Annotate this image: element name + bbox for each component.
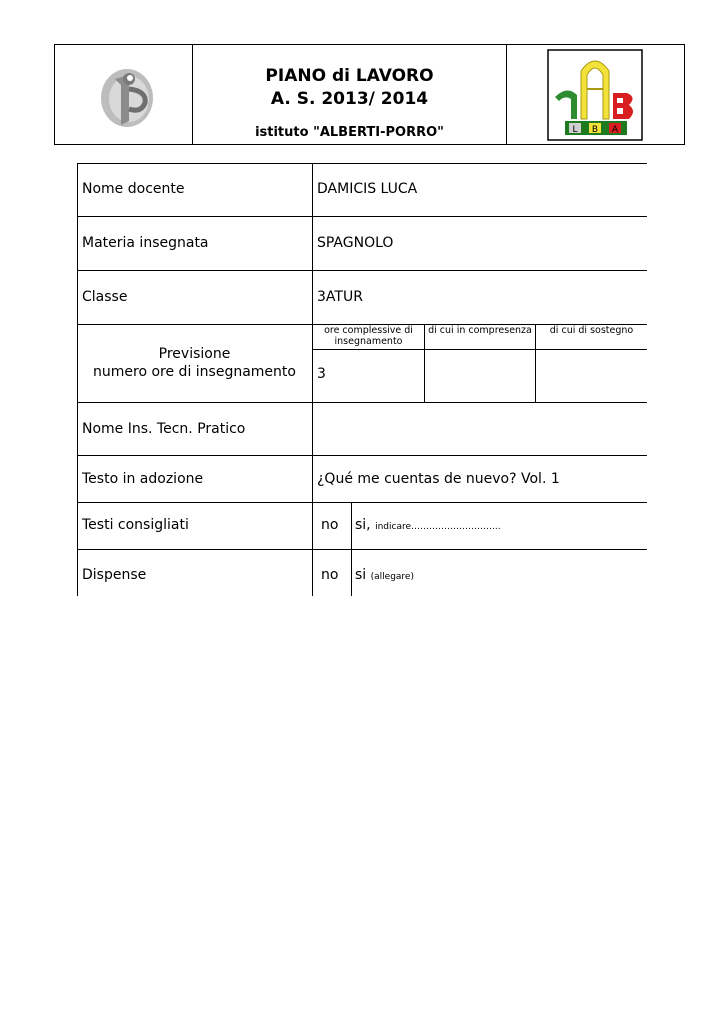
row-divider	[77, 502, 647, 503]
row-divider	[77, 549, 647, 550]
document-header	[54, 44, 685, 145]
recommended-no-option[interactable]: no	[321, 517, 339, 533]
hours-total-value: 3	[317, 366, 326, 382]
header-left-cell	[55, 45, 193, 144]
school-name: istituto "ALBERTI-PORRO"	[255, 125, 444, 140]
row-divider	[77, 455, 647, 456]
class-value: 3ATUR	[317, 289, 363, 305]
teacher-value: DAMICIS LUCA	[317, 181, 418, 197]
subject-label: Materia insegnata	[82, 235, 209, 251]
handouts-si-note: (allegare)	[370, 572, 414, 582]
recommended-label: Testi consigliati	[82, 517, 189, 533]
row-divider	[77, 270, 647, 271]
header-title-cell	[193, 45, 507, 144]
svg-text:L: L	[572, 125, 578, 135]
hours-label-line2: numero ore di insegnamento	[93, 364, 296, 380]
work-plan-form	[77, 163, 647, 596]
handouts-label: Dispense	[82, 567, 147, 583]
hours-total-header: ore complessive di insegnamento	[324, 325, 413, 347]
hours-support-header: di cui di sostegno	[549, 325, 634, 336]
handouts-no-option[interactable]: no	[321, 567, 339, 583]
textbook-value: ¿Qué me cuentas de nuevo? Vol. 1	[317, 471, 560, 487]
header-right-cell	[507, 45, 684, 144]
school-logo-left	[99, 65, 155, 129]
teacher-label: Nome docente	[82, 181, 185, 197]
handouts-si-label: si	[355, 567, 367, 583]
subheader-divider	[312, 349, 647, 350]
svg-text:B: B	[591, 125, 599, 135]
subject-value: SPAGNOLO	[317, 235, 394, 251]
svg-text:A: A	[611, 125, 619, 135]
hours-label-line1: Previsione	[158, 346, 231, 362]
recommended-si-note: indicare………………………...	[375, 522, 501, 532]
column-divider	[312, 163, 313, 596]
table-border-top	[77, 163, 647, 164]
tech-teacher-label: Nome Ins. Tecn. Pratico	[82, 421, 246, 437]
page-title: PIANO di LAVORO	[265, 66, 434, 86]
row-divider	[77, 402, 647, 403]
handouts-si-option[interactable]	[355, 567, 414, 583]
hours-copresence-header: di cui in compresenza	[428, 325, 532, 336]
column-divider	[351, 502, 352, 596]
recommended-si-option[interactable]	[355, 517, 501, 533]
row-divider	[77, 216, 647, 217]
textbook-label: Testo in adozione	[82, 471, 204, 487]
recommended-si-label: si,	[355, 517, 371, 533]
class-label: Classe	[82, 289, 128, 305]
school-logo-right	[547, 49, 643, 141]
school-year: A. S. 2013/ 2014	[270, 89, 429, 109]
